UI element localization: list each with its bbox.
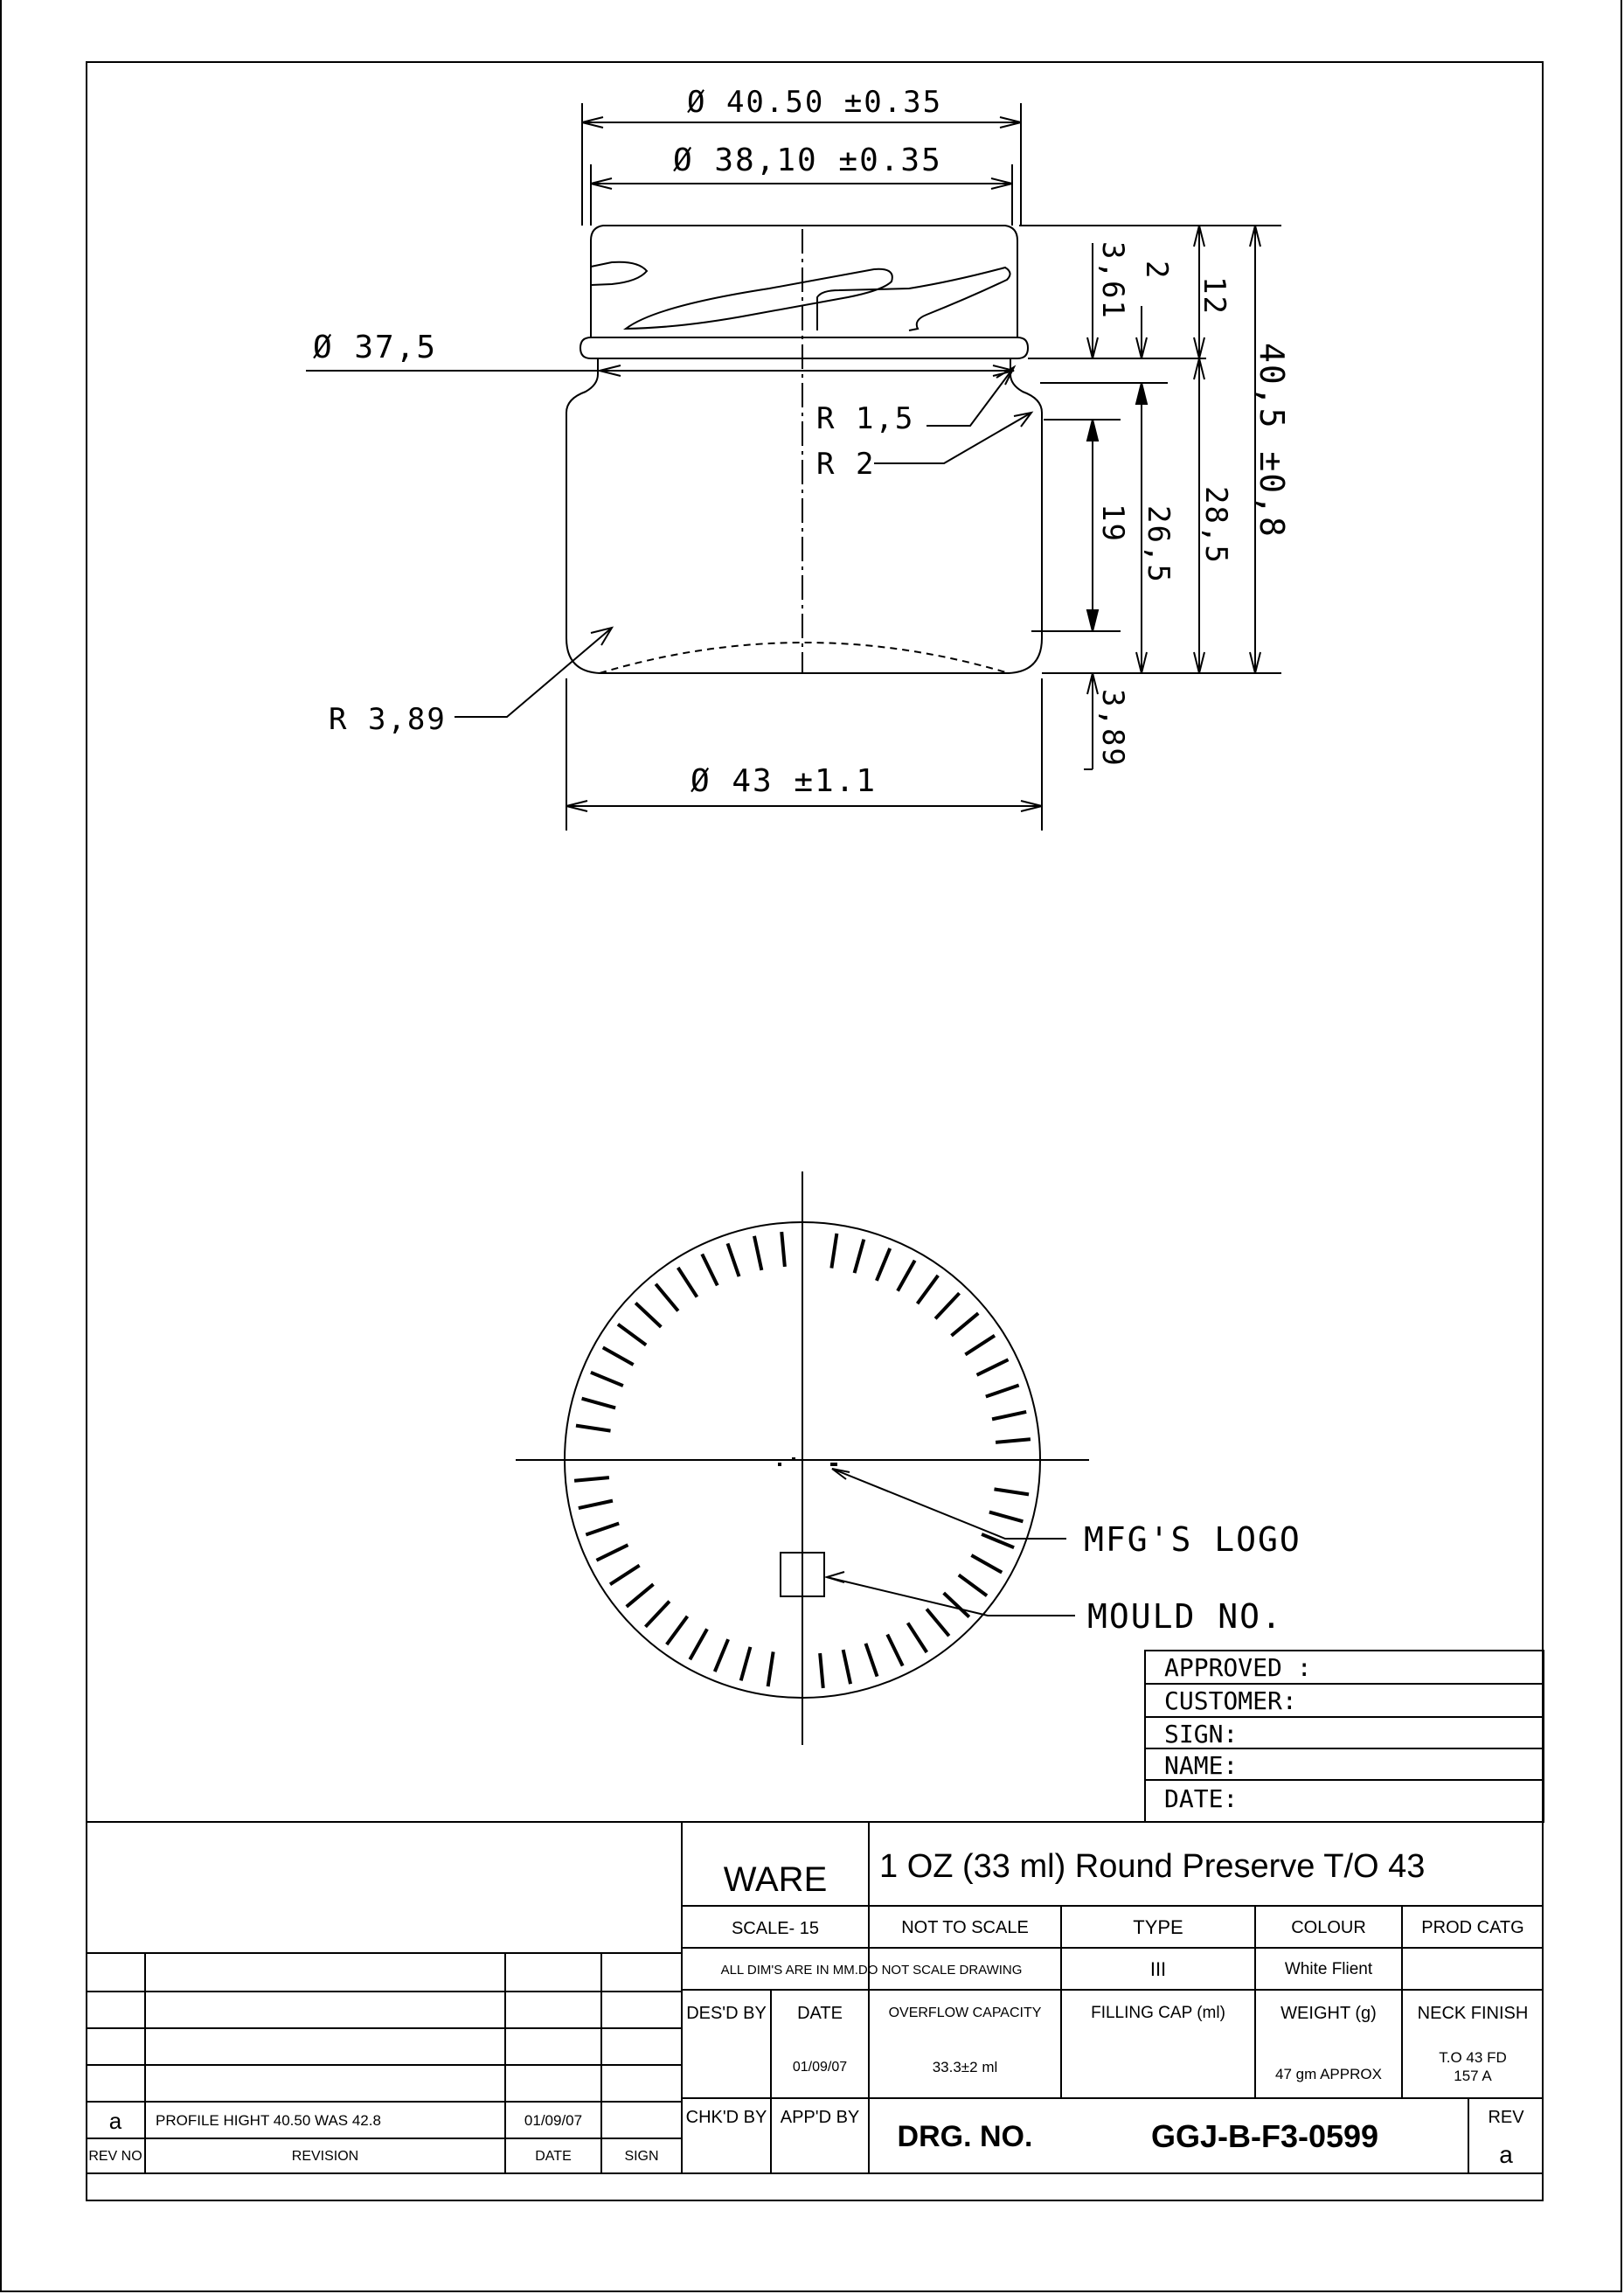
- stipple-tick: [992, 1412, 1026, 1419]
- stipple-tick: [781, 1232, 785, 1267]
- stipple-tick: [965, 1336, 995, 1355]
- stipple-tick: [702, 1254, 718, 1285]
- date-label: DATE: [797, 2003, 843, 2023]
- stipple-tick: [952, 1313, 979, 1336]
- weight-label: WEIGHT (g): [1280, 2003, 1377, 2023]
- date-value: 01/09/07: [792, 2060, 848, 2075]
- thread-ramp-1: [626, 269, 892, 329]
- neck-shoulder-left: [566, 358, 598, 413]
- rev-value: a: [1499, 2141, 1513, 2168]
- thread-lug-left: [591, 262, 647, 285]
- stipple-tick: [994, 1489, 1029, 1494]
- leader-mfg-logo: [832, 1469, 1066, 1539]
- revision-header-revision: REVISION: [291, 2149, 359, 2164]
- dim-neck-diameter: Ø 37,5: [313, 330, 438, 365]
- dim-vertical-2: 2: [1139, 261, 1174, 281]
- drawing-number-label: DRG. NO.: [897, 2119, 1033, 2153]
- colour-value: White Flient: [1284, 1960, 1373, 1978]
- revision-row-description: PROFILE HIGHT 40.50 WAS 42.8: [156, 2112, 381, 2129]
- revision-header-date: DATE: [535, 2149, 572, 2164]
- overflow-capacity-value: 33.3±2 ml: [932, 2059, 998, 2075]
- stipple-tick: [768, 1651, 774, 1686]
- leader-mould-no: [827, 1577, 1075, 1616]
- stipple-tick: [603, 1347, 634, 1365]
- dim-vertical-12: 12: [1197, 276, 1232, 316]
- stipple-tick: [715, 1639, 728, 1672]
- colour-label: COLOUR: [1291, 1917, 1366, 1937]
- stipple-tick: [831, 1234, 836, 1269]
- dim-radius-2: R 2: [816, 447, 876, 482]
- not-to-scale-label: NOT TO SCALE: [901, 1917, 1029, 1937]
- label-mfg-logo: MFG'S LOGO: [1084, 1520, 1301, 1559]
- revision-header-rev-no: REV NO: [88, 2149, 142, 2164]
- stipple-tick: [843, 1650, 850, 1684]
- stipple-tick: [754, 1236, 761, 1270]
- appd-by-label: APP'D BY: [780, 2107, 860, 2127]
- transfer-bead: [580, 337, 1028, 358]
- stipple-tick: [627, 1584, 654, 1607]
- stipple-tick: [996, 1439, 1031, 1442]
- dim-inner-diameter: Ø 38,10 ±0.35: [673, 143, 942, 178]
- stipple-tick: [918, 1276, 939, 1303]
- approval-approved: APPROVED :: [1164, 1653, 1312, 1682]
- dim-vertical-19: 19: [1095, 504, 1130, 543]
- jar-base-hidden-line: [600, 643, 1009, 673]
- neck-finish-value-1: T.O 43 FD: [1439, 2049, 1507, 2066]
- desd-by-label: DES'D BY: [686, 2003, 767, 2023]
- stipple-tick: [741, 1647, 751, 1681]
- approval-customer: CUSTOMER:: [1164, 1686, 1297, 1715]
- approval-sign: SIGN:: [1164, 1720, 1239, 1748]
- drawing-number: GGJ-B-F3-0599: [1150, 2118, 1379, 2154]
- revision-row-rev-no: a: [108, 2107, 122, 2134]
- stipple-tick: [877, 1248, 890, 1281]
- dim-radius-1: R 1,5: [816, 401, 915, 436]
- stipple-tick: [986, 1385, 1019, 1396]
- dim-vertical-26-5: 26,5: [1141, 505, 1176, 584]
- stipple-tick: [586, 1523, 619, 1534]
- stipple-tick: [610, 1566, 640, 1585]
- revision-row-date: 01/09/07: [524, 2112, 583, 2129]
- stipple-tick: [944, 1593, 969, 1616]
- stipple-tick: [908, 1623, 927, 1652]
- stipple-tick: [574, 1477, 609, 1481]
- approval-name: NAME:: [1164, 1751, 1239, 1780]
- jar-body-outline: [566, 413, 1042, 673]
- revision-header-sign: SIGN: [624, 2149, 659, 2164]
- stipple-tick: [935, 1293, 959, 1318]
- stipple-tick: [667, 1616, 688, 1644]
- stipple-tick: [820, 1653, 823, 1688]
- stipple-tick: [727, 1243, 739, 1276]
- type-label: TYPE: [1133, 1916, 1183, 1938]
- stipple-tick: [690, 1629, 707, 1659]
- stipple-tick: [959, 1575, 987, 1596]
- all-dims-note: ALL DIM'S ARE IN MM.DO NOT SCALE DRAWING: [720, 1962, 1023, 1978]
- stipple-tick: [591, 1373, 623, 1386]
- stipple-tick: [989, 1512, 1024, 1522]
- stipple-tick: [887, 1635, 903, 1666]
- stipple-tick: [977, 1359, 1009, 1375]
- stipple-tick: [596, 1545, 628, 1561]
- dim-base-diameter: Ø 43 ±1.1: [691, 763, 878, 799]
- dim-vertical-40-5: 40,5 ±0,8: [1253, 343, 1291, 539]
- scale-label: SCALE- 15: [731, 1918, 820, 1938]
- thread-ramp-2: [817, 268, 1010, 330]
- stipple-tick: [678, 1268, 697, 1297]
- dim-outer-diameter: Ø 40.50 ±0.35: [687, 85, 943, 120]
- stipple-tick: [582, 1399, 616, 1408]
- drawing-title: 1 OZ (33 ml) Round Preserve T/O 43: [879, 1847, 1426, 1885]
- stipple-tick: [645, 1602, 669, 1627]
- ware-label: WARE: [723, 1860, 828, 1899]
- dim-vertical-3-89: 3,89: [1095, 689, 1130, 768]
- prod-catg-label: PROD CATG: [1421, 1917, 1524, 1937]
- stipple-tick: [618, 1324, 646, 1345]
- approval-date: DATE:: [1164, 1784, 1239, 1813]
- stipple-tick: [971, 1555, 1002, 1573]
- rev-label: REV: [1488, 2107, 1524, 2127]
- stipple-tick: [927, 1609, 949, 1637]
- dim-vertical-3-61: 3,61: [1095, 241, 1130, 320]
- stipple-tick: [865, 1644, 877, 1677]
- neck-finish-label: NECK FINISH: [1417, 2003, 1529, 2023]
- label-mould-no: MOULD NO.: [1087, 1597, 1283, 1636]
- neck-finish-value-2: 157 A: [1454, 2068, 1492, 2084]
- stipple-tick: [576, 1426, 611, 1431]
- type-value: III: [1149, 1958, 1167, 1980]
- stipple-tick: [855, 1240, 864, 1274]
- filling-cap-label: FILLING CAP (ml): [1091, 2004, 1225, 2022]
- stipple-tick: [635, 1303, 661, 1326]
- weight-value: 47 gm APPROX: [1275, 2066, 1382, 2082]
- dim-radius-3: R 3,89: [329, 702, 447, 737]
- overflow-capacity-label: OVERFLOW CAPACITY: [888, 2006, 1042, 2020]
- stipple-tick: [579, 1501, 613, 1508]
- stipple-tick: [898, 1261, 915, 1291]
- chkd-by-label: CHK'D BY: [685, 2107, 767, 2127]
- dim-vertical-28-5: 28,5: [1198, 486, 1233, 565]
- stipple-tick: [656, 1284, 678, 1311]
